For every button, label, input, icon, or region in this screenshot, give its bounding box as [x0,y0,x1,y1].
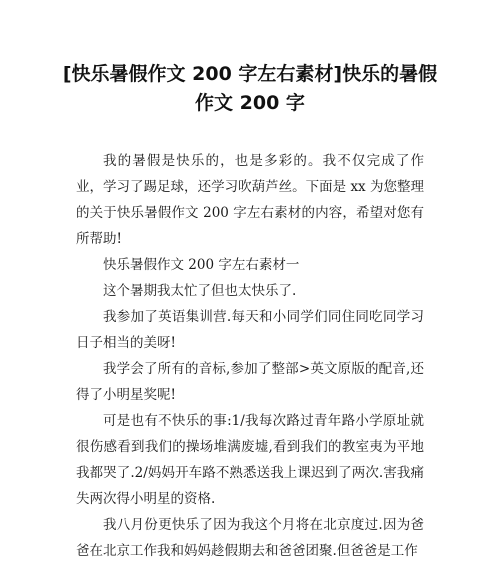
paragraph: 这个暑期我太忙了但也太快乐了. [103,283,297,299]
paragraph-section-heading: 快乐暑假作文 200 字左右素材一 [103,257,300,273]
paragraph-intro: 我的暑假是快乐的，也是多彩的。我不仅完成了作业，学习了踢足球，还学习吹葫芦丝。下面是 xx 为您整理的关于快乐暑假作文 200 字左右素材的内容，希望对您有所帮助! [76,153,424,247]
paragraph: 可是也有不快乐的事:1/我每次路过青年路小学原址就很伤感看到我们的操场堆满废墟,看到我们的教室夷为平地我都哭了.2/妈妈开车路不熟悉送我上课迟到了两次.害我痛失两次得小明星的资格. [76,413,424,507]
paragraph: 我参加了英语集训营.每天和小同学们同住同吃同学习日子相当的美呀! [76,309,424,351]
document-body [76,148,424,564]
paragraph: 我八月份更快乐了因为我这个月将在北京度过.因为爸爸在北京工作我和妈妈趁假期去和爸爸团聚.但爸爸是工作 [76,517,424,559]
document-title: [快乐暑假作文 200 字左右素材]快乐的暑假作文 200 字 [62,63,438,114]
paragraph: 我学会了所有的音标,参加了整部>英文原版的配音,还得了小明星奖呢! [76,361,424,403]
